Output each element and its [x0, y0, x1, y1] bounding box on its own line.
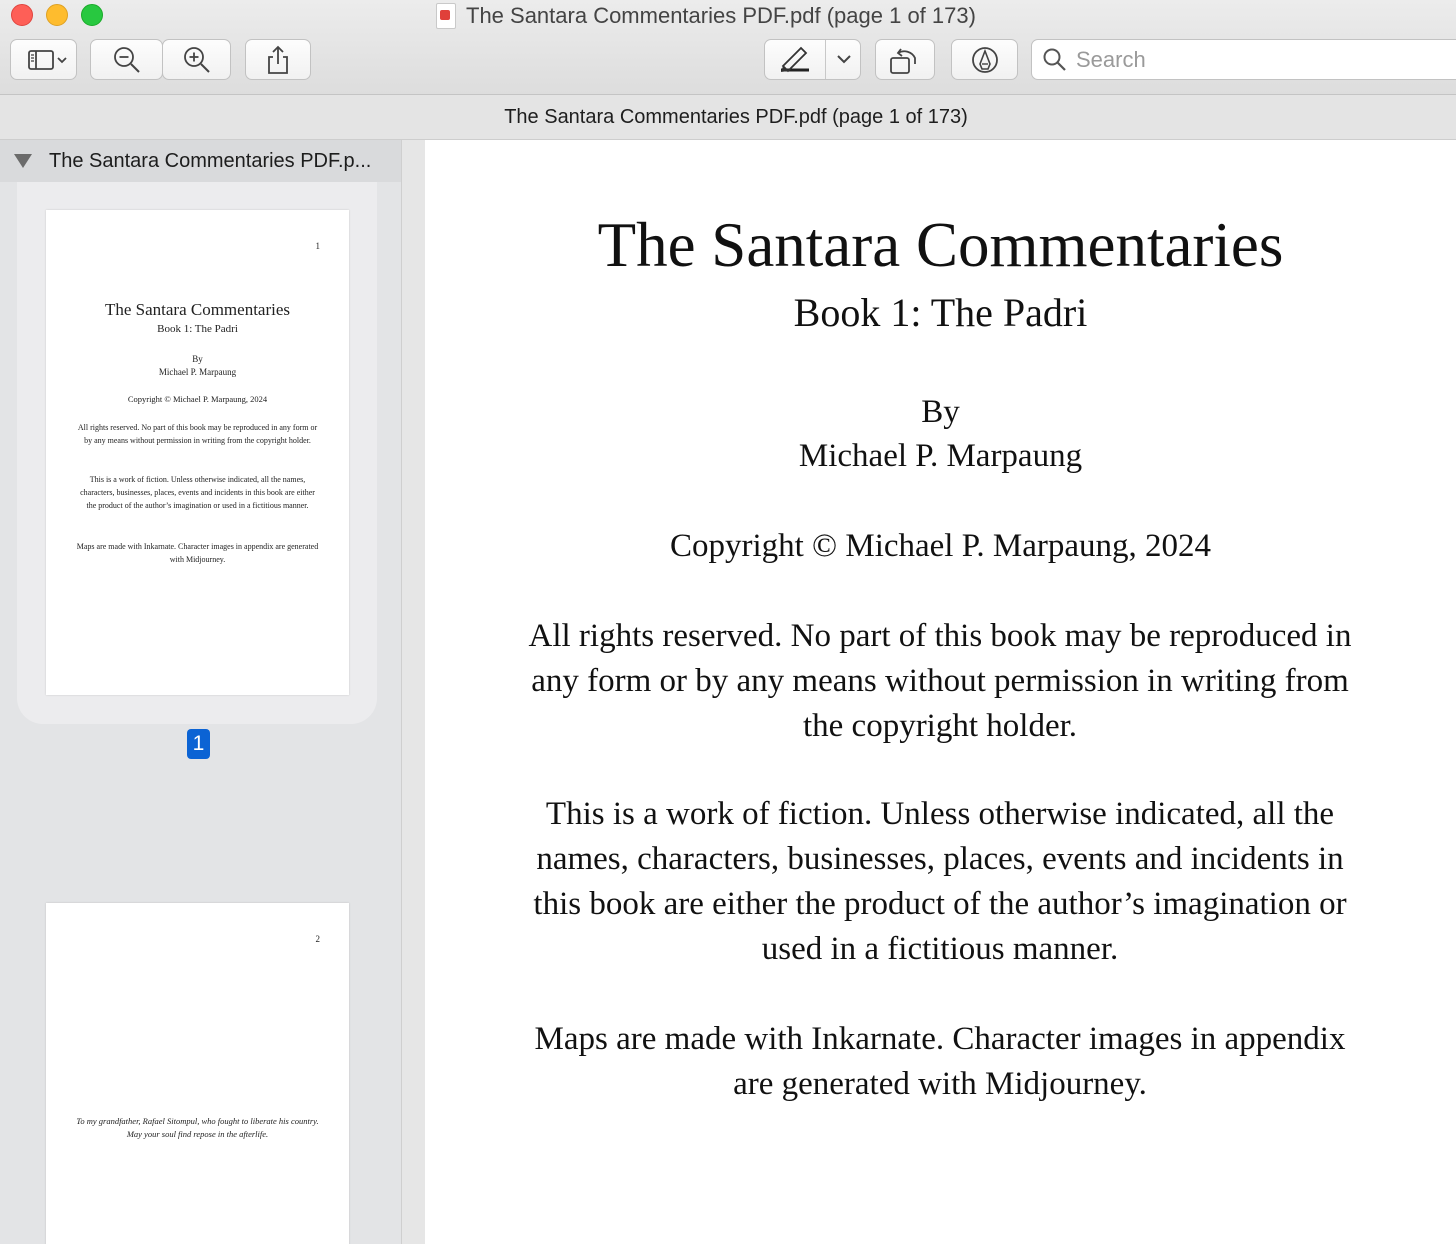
rotate-icon: [888, 44, 922, 76]
sidebar-icon: [20, 48, 68, 72]
page-number-badge: 1: [187, 729, 210, 759]
fullscreen-window-button[interactable]: [81, 4, 103, 26]
thumbnail-rights: All rights reserved. No part of this book may be reproduced in any form or by any means without permission in writing from the copyright holder.: [77, 423, 318, 445]
search-icon: [1042, 47, 1068, 73]
by-line: By: [921, 394, 960, 430]
window-title: [436, 2, 976, 30]
thumbnail-fiction: This is a work of fiction. Unless otherwise indicated, all the names, characters, businesses, places, events and incidents in this book are either the product of the author’s imagination or used in a fictitious manner.: [80, 475, 315, 510]
zoom-in-icon: [182, 45, 212, 75]
page-thumbnail-1[interactable]: [46, 210, 349, 695]
thumbnail-author: Michael P. Marpaung: [158, 367, 237, 377]
thumbnail-page-number: 2: [315, 934, 320, 944]
chevron-down-icon[interactable]: [826, 50, 862, 70]
pdf-page-1: [425, 140, 1456, 1244]
zoom-out-icon: [112, 45, 142, 75]
page-thumbnail-2[interactable]: [46, 903, 349, 1244]
window-toolbar: [0, 0, 1456, 95]
search-input[interactable]: [1076, 47, 1436, 73]
thumbnail-subtitle: Book 1: The Padri: [157, 323, 238, 335]
sidebar-document-name: The Santara Commentaries PDF.p...: [49, 149, 372, 172]
thumbnail-by: By: [192, 354, 203, 364]
close-window-button[interactable]: [11, 4, 33, 26]
document-title-bar: [0, 95, 1456, 140]
markup-icon: [970, 45, 1000, 75]
window-title-text: The Santara Commentaries PDF.pdf (page 1 of 173): [466, 3, 976, 28]
markup-button[interactable]: [951, 39, 1018, 80]
document-view[interactable]: [402, 140, 1456, 1244]
thumbnail-title: The Santara Commentaries: [104, 300, 291, 319]
disclosure-triangle-icon[interactable]: [14, 154, 32, 168]
thumbnail-page-number: 1: [315, 241, 320, 251]
search-field[interactable]: [1031, 39, 1456, 80]
copyright-notice: Copyright © Michael P. Marpaung, 2024: [669, 528, 1212, 564]
thumbnail-dedication: To my grandfather, Rafael Sitompul, who fought to liberate his country. May your soul find repose in the afterlife.: [76, 1116, 319, 1139]
traffic-lights: [11, 4, 103, 26]
highlight-button[interactable]: [764, 39, 861, 80]
document-title-text: The Santara Commentaries PDF.pdf (page 1 of 173): [504, 105, 968, 128]
rights-paragraph: All rights reserved. No part of this book may be reproduced in any form or by any means without permission in writing from the copyright holder.: [528, 618, 1352, 744]
book-title: The Santara Commentaries: [597, 210, 1284, 280]
zoom-in-button[interactable]: [162, 39, 231, 80]
fiction-disclaimer: This is a work of fiction. Unless otherwise indicated, all the names, characters, businesses, places, events and incidents in this book are either the product of the author’s imagination or used in a fictitious manner.: [533, 796, 1347, 967]
thumbnail-copyright: Copyright © Michael P. Marpaung, 2024: [127, 394, 268, 404]
maps-credit: Maps are made with Inkarnate. Character images in appendix are generated with Midjourney.: [534, 1021, 1346, 1102]
zoom-out-button[interactable]: [90, 39, 163, 80]
share-button[interactable]: [245, 39, 311, 80]
minimize-window-button[interactable]: [46, 4, 68, 26]
book-subtitle: Book 1: The Padri: [793, 290, 1088, 335]
author-name: Michael P. Marpaung: [798, 438, 1083, 474]
sidebar-document-row[interactable]: [0, 140, 401, 182]
rotate-button[interactable]: [875, 39, 935, 80]
thumbnail-maps: Maps are made with Inkarnate. Character images in appendix are generated with Midjourney.: [76, 542, 319, 564]
thumbnail-sidebar: [0, 140, 402, 1244]
pdf-file-icon: [436, 3, 456, 29]
sidebar-toggle-button[interactable]: [10, 39, 77, 80]
pen-icon: [765, 42, 825, 78]
share-icon: [265, 45, 291, 75]
